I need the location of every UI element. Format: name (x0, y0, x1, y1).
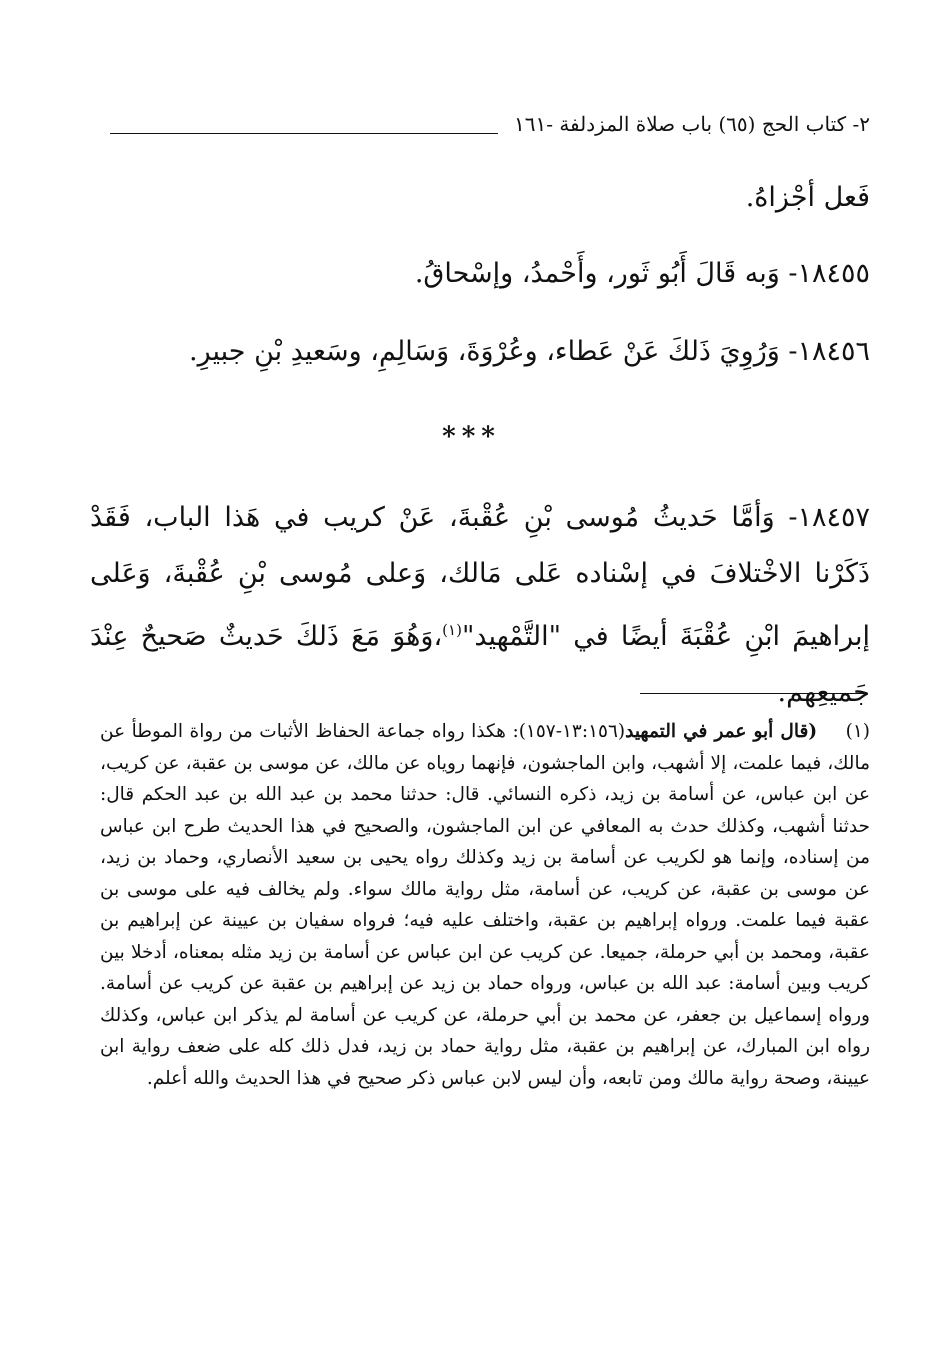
header-title: ٢- كتاب الحج (٦٥) باب صلاة المزدلفة -١٦١ (513, 112, 870, 136)
header-rule (110, 133, 498, 134)
footnote-reference[interactable]: (١) (442, 621, 462, 639)
paragraph-18457-text-end: ،وَهُوَ مَعَ ذَلكَ حَديثٌ صَحيحٌ عِنْدَ جَميعِهم. (90, 621, 870, 708)
footnote-lead: (قال أبو عمر في التمهيد (625, 721, 818, 742)
paragraph-18456: ١٨٤٥٦- وَرُوِيَ ذَلكَ عَنْ عَطاء، وعُرْوَةَ، وَسَالِمِ، وسَعيدِ بْنِ جبيرِ. (189, 336, 870, 367)
paragraph-18457 (90, 490, 870, 721)
paragraph-18455: ١٨٤٥٥- وَبه قَالَ أَبُو ثَور، وأَحْمدُ، وإسْحاقُ. (414, 258, 870, 289)
footnote-citation: (١٣:١٥٦-١٥٧): (512, 721, 626, 742)
running-header (110, 112, 870, 136)
section-separator: *** (442, 422, 501, 452)
footnote-text: هكذا رواه جماعة الحفاظ الأثبات من رواة الموطأ عن مالك، فيما علمت، إلا أشهب، وابن الماجشون، فإنهما روياه عن مالك، عن موسى بن عقبة، عن كريب، عن ابن عباس، عن أسامة بن زيد، ذكره النسائي. قال: حدثنا محمد بن عبد الله بن عبد الحكم قال: حدثنا أشهب، وكذلك حدث به المعافي عن ابن الماجشون، والصحيح في هذا الحديث طرح ابن عباس من إسناده، وإنما هو لكريب عن أسامة بن زيد وكذلك رواه يحيى بن سعيد الأنصاري، وحماد بن زيد، عن موسى بن عقبة، عن كريب، عن أسامة، مثل رواية مالك سواء. ولم يخالف فيه على موسى بن عقبة فيما علمت. ورواه إبراهيم بن عقبة، واختلف عليه فيه؛ فرواه سفيان بن عيينة عن إبراهيم بن عقبة، ومحمد بن أبي حرملة، جميعا. عن كريب عن ابن عباس عن أسامة بن زيد مثله بمعناه، أدخلا بين كريب وبين أسامة: عبد الله بن عباس، ورواه حماد بن زيد عن إبراهيم بن عقبة عن كريب عن أسامة. ورواه إسماعيل بن جعفر، عن محمد بن أبي حرملة، عن كريب عن أسامة لم يذكر ابن عباس، وكذلك رواه ابن المبارك، عن إبراهيم بن عقبة، مثل رواية حماد بن زيد، فدل ذلك كله على ضعف رواية ابن عيينة، وصحة رواية مالك ومن تابعه، وأن ليس لابن عباس ذكر صحيح في هذا الحديث والله أعلم. (100, 721, 870, 1089)
footnote (100, 716, 870, 1094)
footnote-marker: (١) (845, 721, 870, 742)
paragraph-continuation: فَعل أجْزاهُ. (745, 182, 870, 213)
paragraph-18457-text: ١٨٤٥٧- وَأمَّا حَديثُ مُوسى بْنِ عُقْبةَ، عَنْ كريب في هَذا الباب، فَقَدْ ذَكَرْنا الاخْتلافَ في إسْناده عَلى مَالك، وَعلى مُوسى بْنِ عُقْبةَ، وَعَلى إبراهيمَ ابْنِ عُقْبَةَ أيضًا في "التَّمْهيد" (90, 502, 870, 652)
footnote-rule (640, 693, 864, 694)
